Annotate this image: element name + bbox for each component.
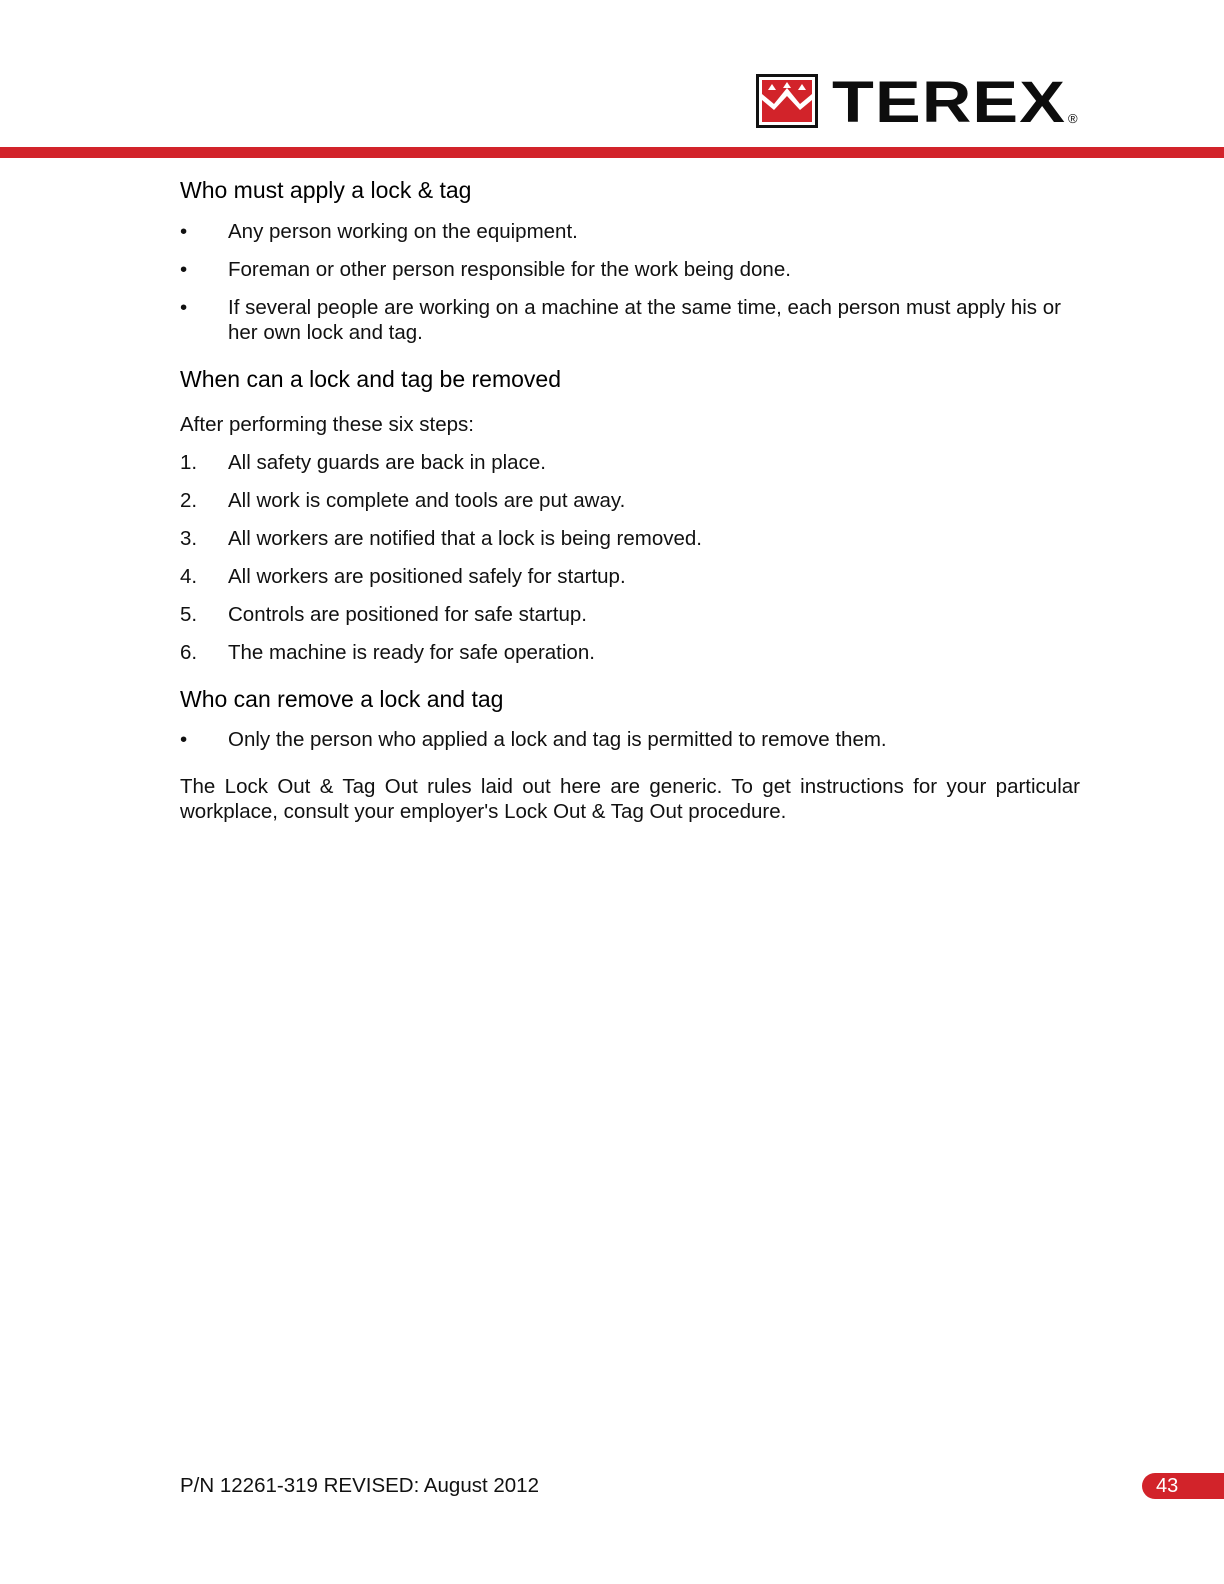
section-heading-who-must-apply: Who must apply a lock & tag	[180, 177, 472, 203]
list-item	[180, 564, 1080, 589]
list-item	[180, 219, 1080, 244]
list-item-text: The machine is ready for safe operation.	[228, 640, 595, 664]
list-item	[180, 526, 1080, 551]
terex-logo	[756, 70, 1078, 135]
step-number: 6.	[180, 640, 198, 664]
list-item	[180, 488, 1080, 513]
step-number: 2.	[180, 488, 198, 512]
list-item	[180, 257, 1080, 282]
bullet-list	[180, 727, 1080, 752]
steps-intro: After performing these six steps:	[180, 412, 474, 436]
bullet-marker: •	[180, 728, 188, 752]
list-item	[180, 450, 1080, 475]
bullet-marker: •	[180, 295, 188, 319]
list-item	[180, 602, 1080, 627]
header-rule	[0, 147, 1224, 158]
list-item-text: All work is complete and tools are put away.	[228, 488, 626, 512]
section-heading-when-can-remove: When can a lock and tag be removed	[180, 365, 562, 392]
step-number: 4.	[180, 564, 198, 588]
bullet-list	[180, 219, 1080, 345]
step-number: 3.	[180, 526, 198, 550]
list-item-text: Only the person who applied a lock and tag is permitted to remove them.	[228, 728, 887, 752]
terex-crown-logo-icon	[756, 74, 818, 128]
step-number: 1.	[180, 450, 198, 474]
closing-paragraph: The Lock Out & Tag Out rules laid out here are generic. To get instructions for your particular workplace, consult your employer's Lock Out & Tag Out procedure.	[180, 775, 1080, 824]
step-number: 5.	[180, 602, 198, 626]
list-item-text: Any person working on the equipment.	[228, 219, 578, 243]
list-item-text: If several people are working on a machine at the same time, each person must apply his or her own lock and tag.	[228, 295, 1061, 344]
list-item-text: Foreman or other person responsible for the work being done.	[228, 257, 791, 281]
list-item	[180, 295, 1080, 345]
list-item	[180, 727, 1080, 752]
footer-part-number: P/N 12261-319 REVISED: August 2012	[180, 1474, 539, 1497]
numbered-list	[180, 450, 1080, 665]
section-heading-who-can-remove: Who can remove a lock and tag	[180, 685, 504, 712]
registered-mark: ®	[1068, 111, 1078, 126]
list-item-text: Controls are positioned for safe startup.	[228, 602, 587, 626]
list-item-text: All workers are notified that a lock is being removed.	[228, 526, 703, 550]
brand-wordmark: TEREX	[832, 70, 1067, 135]
list-item-text: All workers are positioned safely for startup.	[228, 564, 626, 588]
bullet-marker: •	[180, 219, 188, 243]
main-content	[180, 176, 1080, 824]
page-number-badge: 43	[1142, 1473, 1224, 1499]
list-item-text: All safety guards are back in place.	[228, 450, 546, 474]
list-item	[180, 640, 1080, 665]
bullet-marker: •	[180, 257, 188, 281]
